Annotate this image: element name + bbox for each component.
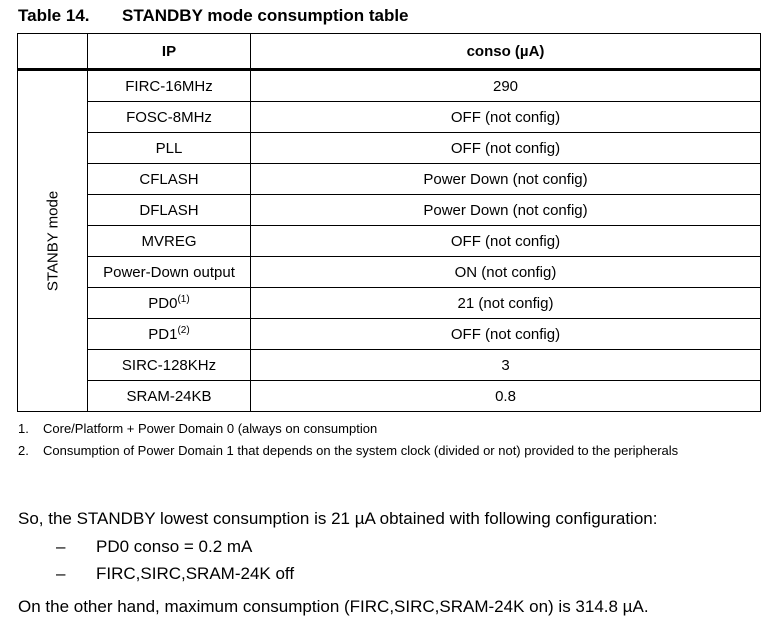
bullet-dash: – [56,537,66,556]
ip-cell [88,226,251,257]
footnotes [18,421,738,465]
table-row [18,350,761,381]
ip-name: SIRC-128KHz [121,356,217,374]
table-number: Table 14. [18,6,90,25]
ip-cell [88,381,251,412]
table-row [18,319,761,350]
ip-name: DFLASH [139,201,199,219]
ip-cell [88,195,251,226]
conso-cell: OFF (not config) [251,133,761,164]
footnote-text: Consumption of Power Domain 1 that depends on the system clock (divided or not) provided to the peripherals [43,443,679,458]
table-row [18,226,761,257]
conso-cell: 3 [251,350,761,381]
table-row [18,133,761,164]
ip-name: PD0 [148,294,178,312]
conso-cell: OFF (not config) [251,102,761,133]
conso-cell: ON (not config) [251,257,761,288]
ip-name: Power-Down output [103,263,235,281]
ip-name: MVREG [141,232,197,250]
table-row [18,381,761,412]
ip-name: CFLASH [139,170,199,188]
table-row [18,70,761,102]
header-conso: conso (µA) [251,34,761,70]
ip-cell [88,319,251,350]
bullet-text: FIRC,SIRC,SRAM-24K off [96,564,295,583]
ip-cell [88,257,251,288]
table-row [18,195,761,226]
header-blank [18,34,88,70]
bullet-item [56,537,252,557]
mode-cell [18,70,88,412]
conso-cell: Power Down (not config) [251,164,761,195]
table-row [18,164,761,195]
table-row [18,257,761,288]
bullet-item [56,564,294,584]
footnote-ref: (1) [177,293,190,305]
conso-cell: 21 (not config) [251,288,761,319]
footnote-number: 1. [18,421,29,436]
footnote-number: 2. [18,443,29,458]
table-title: STANDBY mode consumption table [122,6,409,25]
ip-cell [88,350,251,381]
table-caption [18,6,409,26]
footnote-text: Core/Platform + Power Domain 0 (always on consumption [43,421,378,436]
table-row [18,288,761,319]
ip-cell [88,102,251,133]
conso-cell: 0.8 [251,381,761,412]
bullet-dash: – [56,564,66,583]
ip-cell [88,133,251,164]
ip-name: PLL [155,139,183,157]
table-row [18,102,761,133]
ip-cell [88,70,251,102]
ip-name: PD1 [148,325,178,343]
ip-name: FIRC-16MHz [125,77,213,95]
conclusion-paragraph: On the other hand, maximum consumption (FIRC,SIRC,SRAM-24K on) is 314.8 µA. [18,597,649,616]
intro-paragraph: So, the STANDBY lowest consumption is 21 µA obtained with following configuration: [18,509,658,528]
conso-cell: Power Down (not config) [251,195,761,226]
footnote [18,421,738,437]
consumption-table [17,33,761,412]
table-header-row [18,34,761,70]
ip-name: FOSC-8MHz [126,108,212,126]
conso-cell: OFF (not config) [251,319,761,350]
conso-cell: 290 [251,70,761,102]
ip-cell [88,288,251,319]
mode-label: STANBY mode [44,190,61,292]
conso-cell: OFF (not config) [251,226,761,257]
ip-cell [88,164,251,195]
header-ip: IP [88,34,251,70]
footnote-ref: (2) [177,324,190,336]
ip-name: SRAM-24KB [126,387,212,405]
bullet-text: PD0 conso = 0.2 mA [96,537,253,556]
footnote [18,443,738,459]
